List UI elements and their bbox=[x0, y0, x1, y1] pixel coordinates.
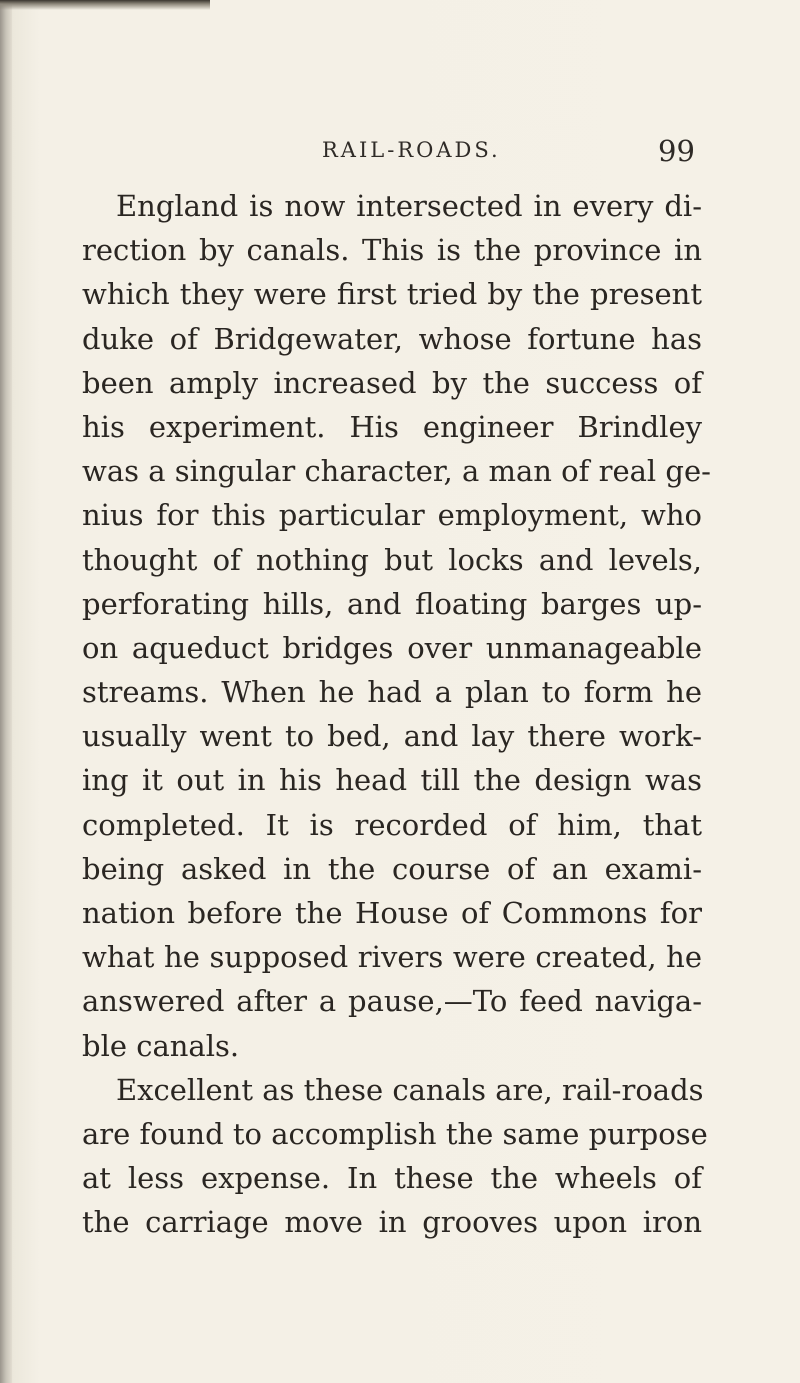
text-line: completed. It is recorded of him, that bbox=[82, 807, 702, 842]
text-line: duke of Bridgewater, whose fortune has bbox=[82, 321, 702, 356]
text-line: ble canals. bbox=[82, 1028, 240, 1063]
page-edge-shadow bbox=[0, 0, 210, 10]
text-line: streams. When he had a plan to form he bbox=[82, 675, 702, 710]
text-line: at less expense. In these the wheels of bbox=[82, 1161, 702, 1196]
text-line: answered after a pause,—To feed naviga- bbox=[82, 984, 702, 1019]
text-line: nation before the House of Commons for bbox=[82, 896, 702, 930]
text-line: his experiment. His engineer Brindley bbox=[82, 409, 702, 444]
text-line: the carriage move in grooves upon iron bbox=[82, 1205, 702, 1240]
text-line: thought of nothing but locks and levels, bbox=[82, 542, 702, 577]
book-spine-shadow bbox=[0, 0, 12, 1383]
text-line: rection by canals. This is the province in bbox=[82, 233, 702, 268]
text-line: Excellent as these canals are, rail-roads bbox=[116, 1072, 704, 1107]
text-line: been amply increased by the success of bbox=[82, 365, 702, 400]
text-line: perforating hills, and floating barges up- bbox=[82, 586, 702, 621]
text-line: England is now intersected in every di- bbox=[116, 189, 702, 223]
body-text bbox=[82, 184, 711, 1245]
text-line: what he supposed rivers were created, he bbox=[82, 940, 702, 975]
text-line: which they were first tried by the present bbox=[82, 277, 702, 312]
text-line: was a singular character, a man of real ge- bbox=[82, 454, 711, 489]
text-line: on aqueduct bridges over unmanageable bbox=[82, 630, 702, 665]
running-head: RAIL-ROADS. bbox=[322, 138, 501, 162]
page-header bbox=[0, 134, 800, 178]
page-number: 99 bbox=[658, 134, 695, 168]
text-line: nius for this particular employment, who bbox=[82, 498, 702, 533]
text-line: are found to accomplish the same purpose bbox=[82, 1116, 708, 1151]
text-line: ing it out in his head till the design was bbox=[82, 763, 702, 798]
text-line: being asked in the course of an exami- bbox=[82, 851, 702, 886]
text-line: usually went to bed, and lay there work- bbox=[82, 719, 702, 754]
